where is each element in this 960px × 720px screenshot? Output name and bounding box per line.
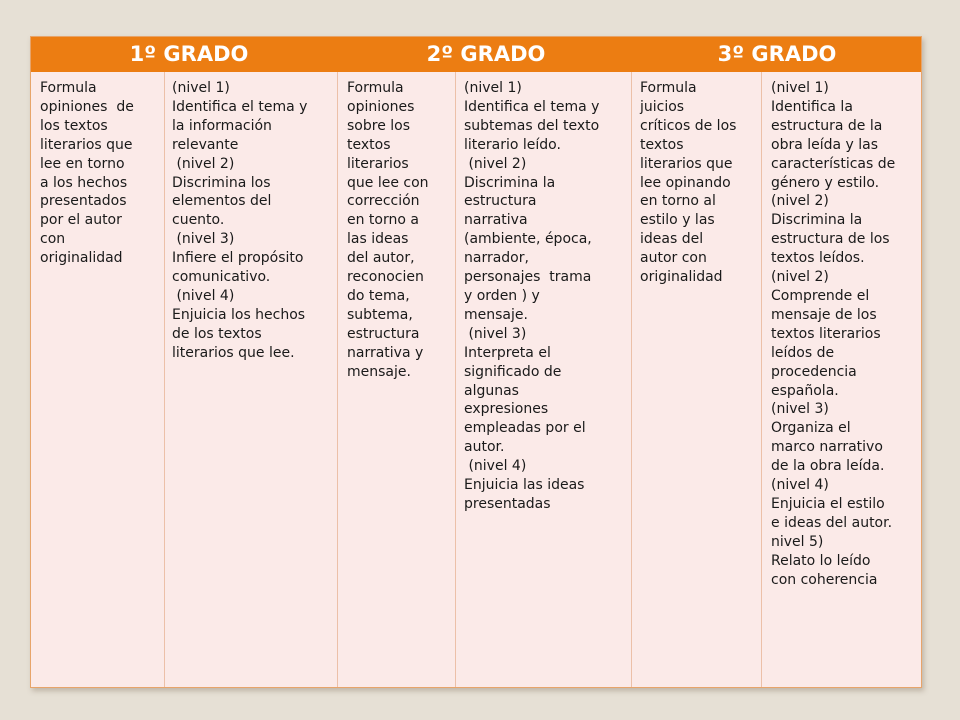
cell-line: que lee con [347,174,429,191]
cell-line: lee opinando [640,174,731,191]
cell-line: por el autor [40,212,122,229]
cell-line: obra leída y las [771,136,879,153]
cell-line: Organiza el [771,420,851,437]
cell-line: en torno a [347,212,419,229]
cell-line: mensaje. [347,363,411,380]
cell-line: del autor, [347,250,415,267]
cell-line: con [40,231,66,248]
cell-line: (nivel 1) [771,80,829,96]
cell-line: Interpreta el [464,344,551,361]
grado-3-capacidades [771,79,895,589]
cell-line: de la obra leída. [771,458,885,475]
cell-line: (nivel 2) [771,269,829,286]
cell-line: estilo y las [640,212,715,229]
cell-line: Discrimina la [771,212,863,229]
cell-line: Enjuicia el estilo [771,495,885,512]
cell-line: española. [771,382,839,399]
cell-line: Formula [40,80,97,96]
cell-line: Identifica el tema y [464,98,600,115]
cell-line: (nivel 1) [464,80,522,96]
grado-2-capacidades [464,79,599,514]
cell-line: subtema, [347,306,413,323]
cell-line: en torno al [640,193,716,210]
cell-line: Discrimina los [172,174,271,191]
cell-line: características de [771,155,896,172]
cell-line: ideas del [640,231,704,248]
cell-line: e ideas del autor. [771,514,893,531]
cell-line: cuento. [172,212,225,229]
cell-line: narrativa y [347,344,424,361]
cell-line: con coherencia [771,571,878,588]
cell-line: relevante [172,136,239,153]
cell-line: procedencia [771,363,857,380]
cell-line: críticos de los [640,117,737,134]
grado-2-competencia [347,79,429,382]
cell-line: (nivel 3) [172,231,235,248]
cell-line: Comprende el [771,287,870,304]
column-divider [761,72,762,687]
cell-line: (nivel 2) [172,155,235,172]
cell-line: de los textos [172,325,262,342]
cell-line: estructura de la [771,117,883,134]
cell-line: literarios que [640,155,733,172]
cell-line: (nivel 2) [464,155,527,172]
cell-line: Formula [347,80,404,96]
cell-line: literario leído. [464,136,561,153]
cell-line: sobre los [347,117,411,134]
cell-line: (nivel 4) [464,458,527,475]
cell-line: corrección [347,193,420,210]
cell-line: literarios que lee. [172,344,295,361]
cell-line: Relato lo leído [771,552,871,569]
cell-line: leídos de [771,344,835,361]
header-grado-2: 2º GRADO [426,42,546,66]
cell-line: Identifica el tema y [172,98,308,115]
cell-line: personajes trama [464,269,592,286]
grado-1-capacidades [172,79,307,363]
cell-line: mensaje. [464,306,528,323]
cell-line: lee en torno [40,155,125,172]
cell-line: do tema, [347,287,410,304]
cell-line: presentadas [464,495,551,512]
cell-line: significado de [464,363,562,380]
cell-line: expresiones [464,401,549,418]
cell-line: originalidad [640,269,723,286]
cell-line: textos literarios [771,325,881,342]
cell-line: Enjuicia las ideas [464,477,585,494]
grade-table [30,36,922,688]
cell-line: los textos [40,117,108,134]
cell-line: (nivel 3) [464,325,527,342]
cell-line: elementos del [172,193,272,210]
column-divider [164,72,165,687]
cell-line: opiniones de [40,98,134,115]
cell-line: las ideas [347,231,409,248]
grado-3-competencia [640,79,736,287]
cell-line: y orden ) y [464,287,540,304]
cell-line: Enjuicia los hechos [172,306,306,323]
cell-line: literarios [347,155,409,172]
cell-line: reconocien [347,269,424,286]
cell-line: opiniones [347,98,415,115]
column-divider [455,72,456,687]
cell-line: (nivel 4) [172,287,235,304]
cell-line: algunas [464,382,519,399]
cell-line: comunicativo. [172,269,271,286]
cell-line: literarios que [40,136,133,153]
cell-line: textos [640,136,684,153]
cell-line: a los hechos [40,174,128,191]
cell-line: Discrimina la [464,174,556,191]
header-grado-1: 1º GRADO [129,42,249,66]
cell-line: marco narrativo [771,439,883,456]
cell-line: mensaje de los [771,306,877,323]
cell-line: autor. [464,439,505,456]
cell-line: (nivel 4) [771,477,829,494]
cell-line: género y estilo. [771,174,880,191]
cell-line: estructura [347,325,420,342]
cell-line: (nivel 2) [771,193,829,210]
cell-line: autor con [640,250,707,267]
cell-line: juicios [640,98,685,115]
cell-line: estructura [464,193,537,210]
cell-line: originalidad [40,250,123,267]
column-divider [337,72,338,687]
table-header [31,37,921,72]
cell-line: empleadas por el [464,420,586,437]
column-divider [631,72,632,687]
cell-line: Identifica la [771,98,853,115]
cell-line: (nivel 3) [771,401,829,418]
cell-line: (ambiente, época, [464,231,592,248]
cell-line: narrador, [464,250,529,267]
cell-line: subtemas del texto [464,117,600,134]
cell-line: (nivel 1) [172,80,230,96]
grado-1-competencia [40,79,134,268]
cell-line: textos [347,136,391,153]
cell-line: presentados [40,193,127,210]
cell-line: Infiere el propósito [172,250,304,267]
cell-line: estructura de los [771,231,890,248]
cell-line: narrativa [464,212,528,229]
cell-line: Formula [640,80,697,96]
cell-line: la información [172,117,272,134]
cell-line: textos leídos. [771,250,865,267]
header-grado-3: 3º GRADO [717,42,837,66]
cell-line: nivel 5) [771,533,824,550]
